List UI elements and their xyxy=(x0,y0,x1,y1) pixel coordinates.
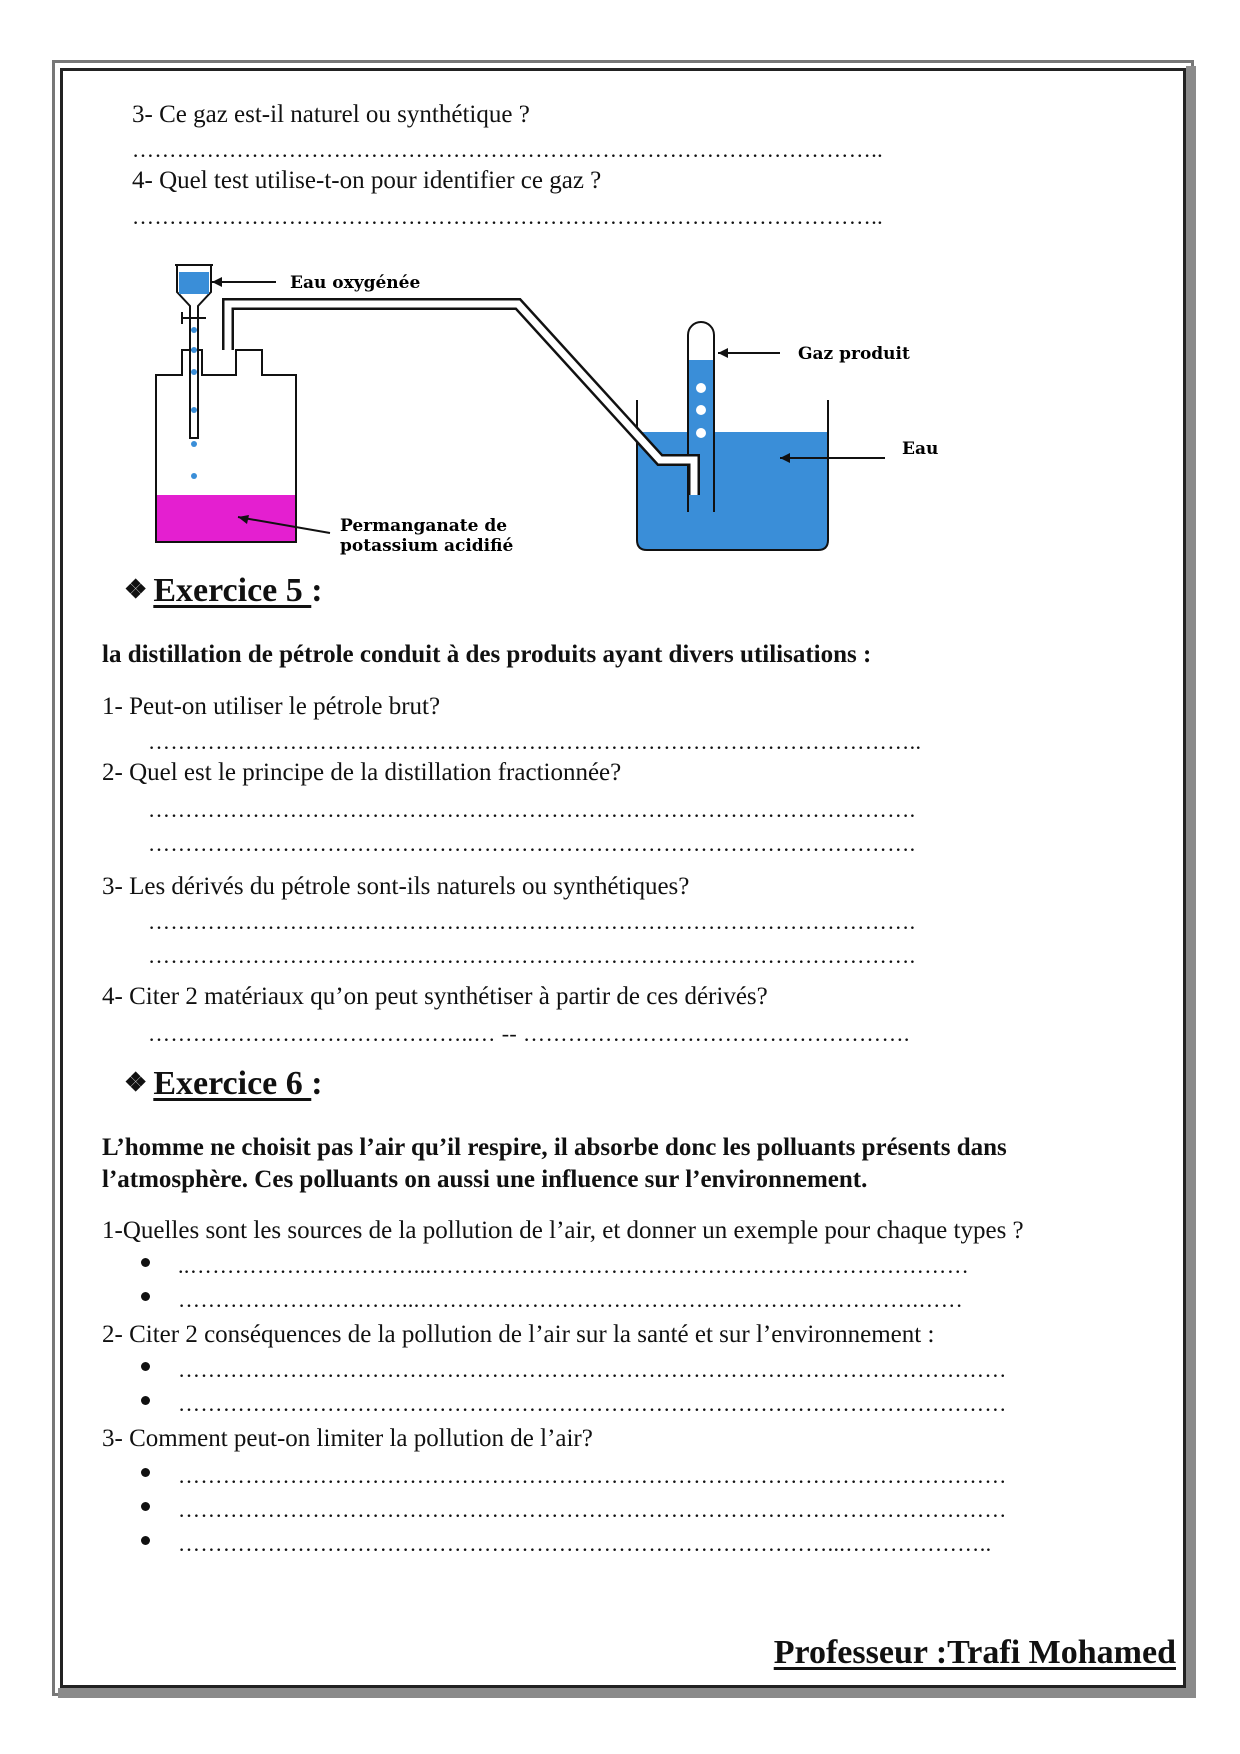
ex6-question-3: 3- Comment peut-on limiter la pollution de l’air? xyxy=(102,1425,593,1452)
basin-water xyxy=(637,432,828,550)
page-border-shadow-right xyxy=(1186,66,1196,1698)
ex5-answer-line-3b: …………………………………………………………………………………………. xyxy=(148,944,916,968)
label-eau: Eau xyxy=(902,439,939,459)
ex6-answer-line-3b: ………………………………………………………………………………………………… xyxy=(178,1498,1007,1522)
label-permanganate-line2: potassium acidifié xyxy=(340,536,514,556)
bullet-icon xyxy=(141,1468,150,1477)
ex5-question-2: 2- Quel est le principe de la distillation fractionnée? xyxy=(102,759,622,786)
permanganate-liquid xyxy=(156,495,296,541)
drop xyxy=(191,441,197,447)
label-gaz-produit: Gaz produit xyxy=(798,344,910,364)
ex5-answer-line-3a: …………………………………………………………………………………………. xyxy=(148,910,916,934)
ex5-question-3: 3- Les dérivés du pétrole sont-ils naturels ou synthétiques? xyxy=(102,873,690,900)
ex5-question-4: 4- Citer 2 matériaux qu’on peut synthétiser à partir de ces dérivés? xyxy=(102,983,768,1010)
teacher-signature: Professeur :Trafi Mohamed xyxy=(773,1634,1176,1671)
bullet-icon xyxy=(141,1292,150,1301)
gas-production-diagram xyxy=(140,250,1040,570)
drop xyxy=(191,407,197,413)
ex4-question-3: 3- Ce gaz est-il naturel ou synthétique ? xyxy=(132,101,530,128)
ex6-answer-line-3a: ………………………………………………………………………………………………… xyxy=(178,1464,1007,1488)
exercise-5-title: Exercice 5 xyxy=(153,572,312,609)
ex6-answer-line-2b: ………………………………………………………………………………………………… xyxy=(178,1392,1007,1416)
gas-bubble xyxy=(696,428,706,438)
ex4-question-4: 4- Quel test utilise-t-on pour identifier ce gaz ? xyxy=(132,167,602,194)
bullet-icon xyxy=(141,1258,150,1267)
ex6-answer-line-2a: ………………………………………………………………………………………………… xyxy=(178,1358,1007,1382)
exercise-6-heading xyxy=(124,1064,323,1106)
ex4-answer-line-3: ……………………………………………………………………………………….. xyxy=(132,138,883,162)
drop xyxy=(191,327,197,333)
bullet-icon xyxy=(141,1502,150,1511)
ex6-intro-line-1: L’homme ne choisit pas l’air qu’il respire, il absorbe donc les polluants présents dans xyxy=(102,1134,1007,1161)
delivery-tube xyxy=(228,304,694,495)
label-eau-oxygenee: Eau oxygénée xyxy=(290,273,421,293)
label-permanganate-line1: Permanganate de xyxy=(340,516,508,536)
gas-bubble xyxy=(696,405,706,415)
delivery-tube-inner xyxy=(228,304,694,495)
diamond-bullet-icon: ❖ xyxy=(124,575,148,604)
ex6-question-2: 2- Citer 2 conséquences de la pollution de l’air sur la santé et sur l’environnement : xyxy=(102,1321,935,1348)
hydrogen-peroxide-liquid xyxy=(179,272,209,294)
ex4-answer-line-4: ……………………………………………………………………………………….. xyxy=(132,205,883,229)
exercise-5-colon: : xyxy=(311,572,323,609)
ex5-answer-line-4: ……………………………………..… -- ……………………………………………. xyxy=(148,1022,910,1046)
ex5-answer-line-1: ………………………………………………………………………………………….. xyxy=(148,730,922,754)
ex6-answer-line-1b: …………………………...………………………………………………………….…… xyxy=(178,1288,964,1312)
bullet-icon xyxy=(141,1396,150,1405)
page-border-shadow-bottom xyxy=(58,1688,1196,1698)
gas-bubble xyxy=(696,383,706,393)
arrowhead xyxy=(718,348,728,358)
bullet-icon xyxy=(141,1362,150,1371)
drop xyxy=(191,473,197,479)
arrowhead xyxy=(212,277,222,287)
exercise-6-colon: : xyxy=(311,1065,323,1102)
diamond-bullet-icon: ❖ xyxy=(124,1068,148,1097)
bullet-icon xyxy=(141,1536,150,1545)
ex5-question-1: 1- Peut-on utiliser le pétrole brut? xyxy=(102,693,441,720)
ex6-question-1: 1-Quelles sont les sources de la pollution de l’air, et donner un exemple pour chaque types ? xyxy=(102,1217,1024,1244)
exercise-5-heading xyxy=(124,571,323,613)
ex5-answer-line-2a: …………………………………………………………………………………………. xyxy=(148,798,916,822)
exercise-6-title: Exercice 6 xyxy=(153,1065,312,1102)
ex6-answer-line-1a: ..…………………………...……………………………………………………………… xyxy=(178,1254,970,1278)
ex6-answer-line-3c: ……………………………………………………………………………...……………….. xyxy=(178,1532,992,1556)
drop xyxy=(191,347,197,353)
ex6-intro-line-2: l’atmosphère. Ces polluants on aussi une influence sur l’environnement. xyxy=(102,1166,868,1193)
ex5-intro: la distillation de pétrole conduit à des produits ayant divers utilisations : xyxy=(102,641,872,668)
ex5-answer-line-2b: …………………………………………………………………………………………. xyxy=(148,832,916,856)
drop xyxy=(191,369,197,375)
